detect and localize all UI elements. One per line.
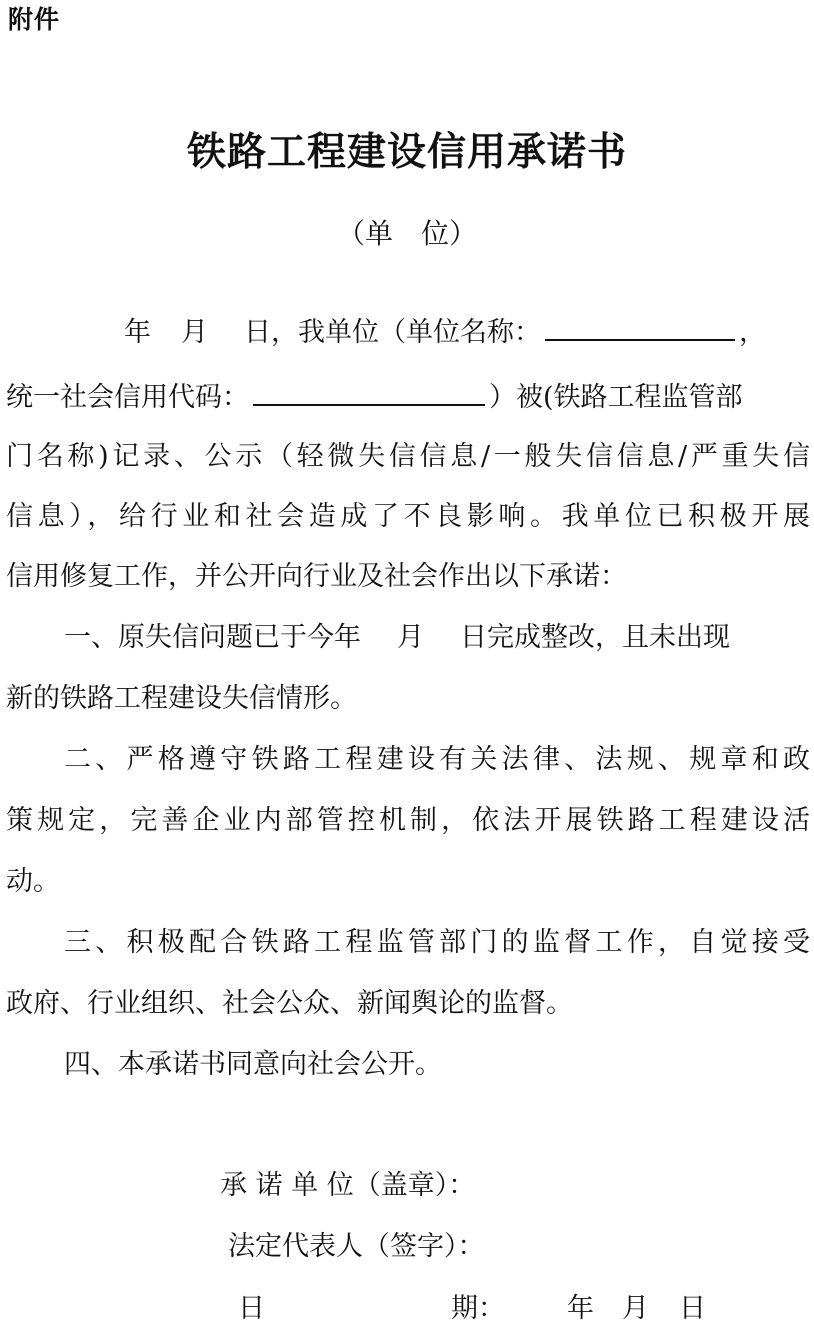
commitment-3-line-1: 三、积极配合铁路工程监管部门的监督工作，自觉接受 (64, 927, 810, 958)
commitment-1-line-1 (6, 619, 810, 657)
credit-code-label: 统一社会信用代码： (6, 382, 249, 413)
intro-comma: ， (739, 317, 766, 348)
legal-representative-label: 法定代表人（签字）： (228, 1231, 485, 1262)
commitment-1-line-2: 新的铁路工程建设失信情形。 (6, 683, 357, 714)
intro-line-3: 门名称)记录、公示（轻微失信信息/一般失信信息/严重失信 (6, 441, 810, 472)
intro-line-4: 信息），给行业和社会造成了不良影响。我单位已积极开展 (6, 501, 810, 532)
document-subtitle (0, 214, 814, 254)
date-day: 日 (679, 1293, 706, 1324)
intro-day-text: 日，我单位（单位名称： (244, 317, 541, 348)
subtitle-close: 位） (421, 217, 478, 250)
commitment-1-month: 月 (397, 622, 424, 653)
committing-unit-label: 承 诺 单 位（盖章）： (220, 1170, 476, 1201)
date-label-qi: 期： (451, 1293, 505, 1324)
intro-line-2-suffix: ）被(铁路工程监管部 (489, 382, 743, 413)
commitment-2-line-1: 二、严格遵守铁路工程建设有关法律、法规、规章和政 (64, 744, 810, 775)
subtitle-open: （单 (336, 217, 393, 250)
commitment-2-line-3: 动。 (6, 866, 60, 897)
commitment-2-line-2: 策规定，完善企业内部管控机制，依法开展铁路工程建设活 (6, 805, 810, 836)
commitment-3-line-2: 政府、行业组织、社会公众、新闻舆论的监督。 (6, 988, 573, 1019)
date-month: 月 (622, 1293, 649, 1324)
intro-year: 年 (124, 317, 151, 348)
commitment-1-text-a: 一、原失信问题已于今年 (64, 622, 361, 653)
intro-line-2 (6, 377, 810, 417)
date-label-ri: 日 (238, 1293, 265, 1324)
commitment-1-text-c: 日完成整改，且未出现 (460, 622, 730, 653)
intro-line-5: 信用修复工作，并公开向行业及社会作出以下承诺： (6, 561, 627, 592)
signature-date-line (238, 1290, 798, 1328)
commitment-4-line-1: 四、本承诺书同意向社会公开。 (64, 1049, 442, 1080)
intro-month: 月 (181, 317, 208, 348)
date-year: 年 (567, 1293, 594, 1324)
attachment-label: 附件 (8, 5, 61, 34)
credit-code-blank (253, 377, 485, 406)
unit-name-blank (545, 312, 735, 341)
intro-line-1 (6, 312, 810, 352)
document-title: 铁路工程建设信用承诺书 (186, 129, 627, 175)
